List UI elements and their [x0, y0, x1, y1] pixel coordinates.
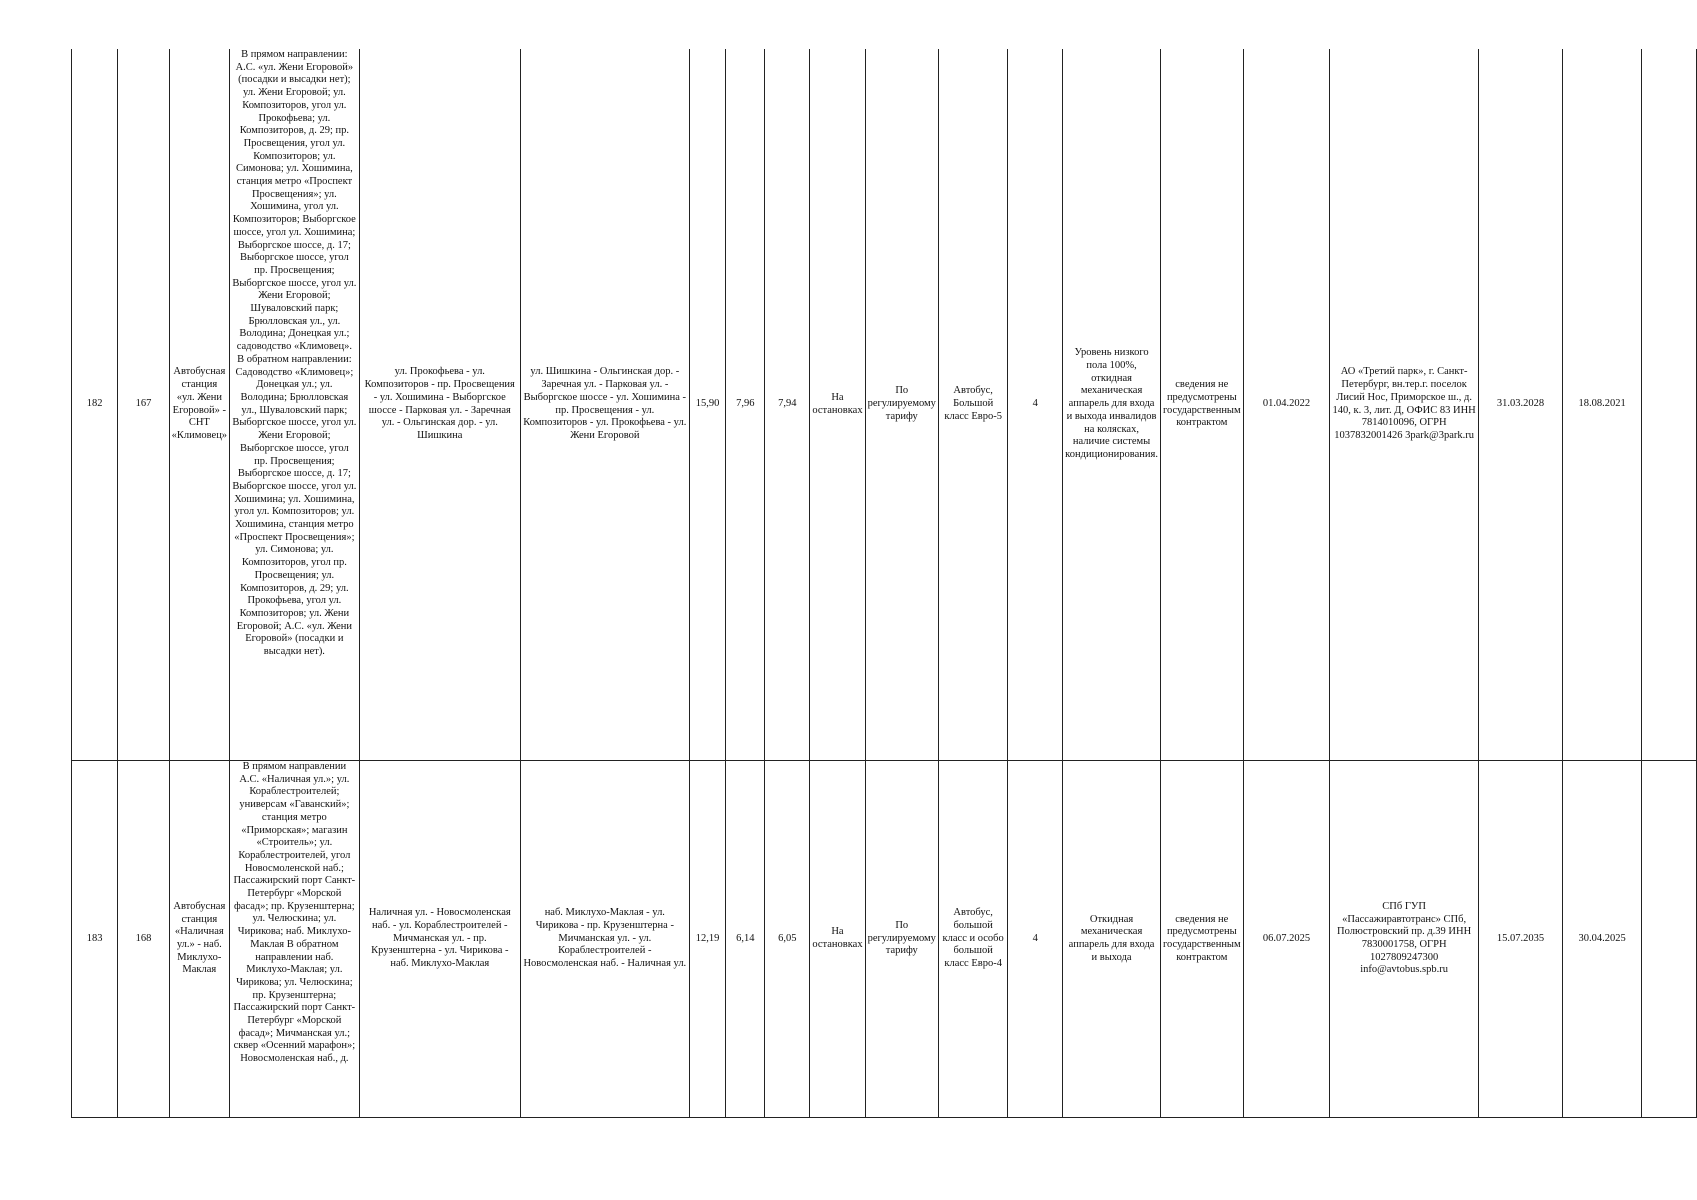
extra-cell	[1642, 761, 1697, 1118]
stop-mode-cell: На остановках	[810, 49, 865, 761]
registry-table-container	[71, 49, 1697, 1118]
streets-forward-cell: ул. Прокофьева - ул. Композиторов - пр. Просвещения - ул. Хошимина - Выборгское шоссе - Парковая ул. - Заречная ул. - Ольгинская дор. - ул. Шишкина	[359, 49, 520, 761]
issue-date-cell: 18.08.2021	[1563, 49, 1642, 761]
vehicle-count-cell: 4	[1008, 49, 1063, 761]
table-row	[72, 761, 1697, 1118]
route-name-cell: Автобусная станция «ул. Жени Егоровой» - СНТ «Климовец»	[169, 49, 229, 761]
streets-backward-cell: ул. Шишкина - Ольгинская дор. - Заречная ул. - Парковая ул. - Выборгское шоссе - ул. Хошимина - пр. Просвещения - ул. Композиторов - ул. Прокофьева - ул. Жени Егоровой	[520, 49, 689, 761]
length-forward-cell: 6,14	[726, 761, 765, 1118]
stops-cell	[230, 761, 360, 1118]
length-forward-cell: 7,96	[726, 49, 765, 761]
route-name-cell: Автобусная станция «Наличная ул.» - наб. Миклухо-Маклая	[169, 761, 229, 1118]
streets-forward-cell: Наличная ул. - Новосмоленская наб. - ул. Кораблестроителей - Мичманская ул. - пр. Крузенштерна - ул. Чирикова - наб. Миклухо-Маклая	[359, 761, 520, 1118]
features-cell: Уровень низкого пола 100%, откидная механическая аппарель для входа и выхода инвалидов на колясках, наличие системы кондиционирования.	[1063, 49, 1161, 761]
vehicle-cell: Автобус, большой класс и особо большой класс Евро-4	[938, 761, 1007, 1118]
length-total-cell: 12,19	[689, 761, 726, 1118]
vehicle-cell: Автобус, Большой класс Евро-5	[938, 49, 1007, 761]
end-date-cell: 15.07.2035	[1478, 761, 1562, 1118]
end-date-cell: 31.03.2028	[1478, 49, 1562, 761]
tariff-cell: По регулируемому тарифу	[865, 761, 938, 1118]
length-backward-cell: 7,94	[765, 49, 810, 761]
vehicle-count-cell: 4	[1008, 761, 1063, 1118]
length-backward-cell: 6,05	[765, 761, 810, 1118]
contract-cell: сведения не предусмотрены государственным контрактом	[1160, 49, 1243, 761]
stops-text: В прямом направлении А.С. «Наличная ул.»; ул. Кораблестроителей; универсам «Гаванский»; станция метро «Приморская»; магазин «Строитель»; ул. Кораблестроителей, угол Новосмоленской наб.; Пассажирский порт Санкт-Петербург «Морской фасад»; пр. Крузенштерна; ул. Челюскина; ул. Чирикова; наб. Миклухо-Маклая В обратном направлении наб. Миклухо-Маклая; ул. Чирикова; ул. Челюскина; пр. Крузенштерна; Пассажирский порт Санкт-Петербург «Морской фасад»; Мичманская ул.; сквер «Осенний марафон»; Новосмоленская наб., д.	[233, 761, 356, 1065]
table-row	[72, 49, 1697, 761]
route-number-cell: 167	[118, 49, 169, 761]
stops-text: В прямом направлении: А.С. «ул. Жени Егоровой» (посадки и высадки нет); ул. Жени Егоровой; ул. Композиторов, угол ул. Прокофьева; ул. Композиторов, д. 29; пр. Просвещения, угол ул. Композиторов; ул. Симонова; ул. Хошимина, станция метро «Проспект Просвещения»; ул. Хошимина, угол ул. Композиторов; Выборгское шоссе, угол ул. Хошимина; Выборгское шоссе, д. 17; Выборгское шоссе, угол пр. Просвещения; Выборгское шоссе, угол ул. Жени Егоровой; Шуваловский парк; Брюлловская ул., ул. Володина; Донецкая ул.; садоводство «Климовец». В обратном направлении: Садоводство «Климовец»; Донецкая ул.; ул. Володина; Брюлловская ул., Шуваловский парк; Выборгское шоссе, угол ул. Жени Егоровой; Выборгское шоссе, угол пр. Просвещения; Выборгское шоссе, д. 17; Выборгское шоссе, угол ул. Хошимина; ул. Хошимина, угол ул. Композиторов; ул. Хошимина, станция метро «Проспект Просвещения»; ул. Симонова; ул. Композиторов, угол пр. Просвещения; ул. Композиторов, д. 29; ул. Прокофьева, угол ул. Композиторов; ул. Жени Егоровой; А.С. «ул. Жени Егоровой» (посадки и высадки нет).	[232, 49, 357, 658]
reg-number-cell: 183	[72, 761, 118, 1118]
stops-cell	[230, 49, 360, 761]
tariff-cell: По регулируемому тарифу	[865, 49, 938, 761]
extra-cell	[1642, 49, 1697, 761]
route-registry-table	[71, 49, 1697, 1118]
start-date-cell: 01.04.2022	[1243, 49, 1330, 761]
reg-number-cell: 182	[72, 49, 118, 761]
contract-cell: сведения не предусмотрены государственным контрактом	[1160, 761, 1243, 1118]
issue-date-cell: 30.04.2025	[1563, 761, 1642, 1118]
stop-mode-cell: На остановках	[810, 761, 865, 1118]
start-date-cell: 06.07.2025	[1243, 761, 1330, 1118]
length-total-cell: 15,90	[689, 49, 726, 761]
features-cell: Откидная механическая аппарель для входа и выхода	[1063, 761, 1161, 1118]
carrier-cell: АО «Третий парк», г. Санкт-Петербург, вн.тер.г. поселок Лисий Нос, Приморское ш., д. 140, к. 3, лит. Д, ОФИС 83 ИНН 7814010096, ОГРН 1037832001426 3park@3park.ru	[1330, 49, 1479, 761]
streets-backward-cell: наб. Миклухо-Маклая - ул. Чирикова - пр. Крузенштерна - Мичманская ул. - ул. Кораблестроителей - Новосмоленская наб. - Наличная ул.	[520, 761, 689, 1118]
carrier-cell: СПб ГУП «Пассажиравтотранс» СПб, Полюстровский пр. д.39 ИНН 7830001758, ОГРН 1027809247300 info@avtobus.spb.ru	[1330, 761, 1479, 1118]
route-number-cell: 168	[118, 761, 169, 1118]
